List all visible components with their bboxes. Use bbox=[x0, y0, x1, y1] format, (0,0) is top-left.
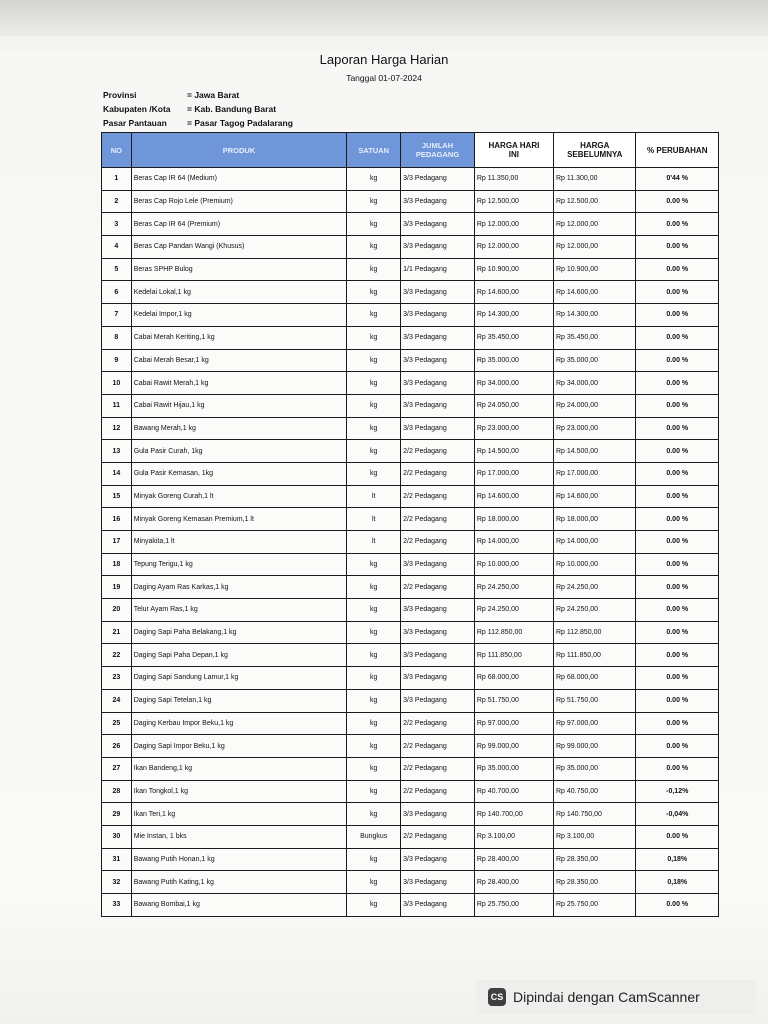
percent-change: 0.00 % bbox=[636, 304, 719, 327]
unit: kg bbox=[347, 780, 401, 803]
percent-change: -0,12% bbox=[636, 780, 719, 803]
row-number: 27 bbox=[102, 757, 132, 780]
product-name: Beras SPHP Bulog bbox=[131, 258, 347, 281]
price-today: Rp 3.100,00 bbox=[474, 825, 553, 848]
table-row bbox=[102, 417, 719, 440]
product-name: Cabai Merah Besar,1 kg bbox=[131, 349, 347, 372]
unit: kg bbox=[347, 304, 401, 327]
table-row bbox=[102, 258, 719, 281]
price-previous: Rp 11.300,00 bbox=[554, 168, 636, 191]
price-previous: Rp 17.000,00 bbox=[554, 462, 636, 485]
table-row bbox=[102, 780, 719, 803]
row-number: 16 bbox=[102, 508, 132, 531]
table-row bbox=[102, 304, 719, 327]
table-row bbox=[102, 689, 719, 712]
watermark-text: Dipindai dengan CamScanner bbox=[513, 989, 700, 1005]
product-name: Daging Sapi Impor Beku,1 kg bbox=[131, 735, 347, 758]
row-number: 24 bbox=[102, 689, 132, 712]
trader-count: 3/3 Pedagang bbox=[401, 372, 475, 395]
row-number: 18 bbox=[102, 553, 132, 576]
percent-change: 0.00 % bbox=[636, 531, 719, 554]
price-previous: Rp 140.750,00 bbox=[554, 803, 636, 826]
price-previous: Rp 99.000,00 bbox=[554, 735, 636, 758]
trader-count: 3/3 Pedagang bbox=[401, 394, 475, 417]
row-number: 12 bbox=[102, 417, 132, 440]
report-date: Tanggal 01-07-2024 bbox=[346, 73, 422, 83]
unit: kg bbox=[347, 599, 401, 622]
product-name: Cabai Rawit Merah,1 kg bbox=[131, 372, 347, 395]
row-number: 20 bbox=[102, 599, 132, 622]
price-today: Rp 34.000,00 bbox=[474, 372, 553, 395]
percent-change: 0.00 % bbox=[636, 689, 719, 712]
unit: lt bbox=[347, 531, 401, 554]
trader-count: 2/2 Pedagang bbox=[401, 485, 475, 508]
price-today: Rp 28.400,00 bbox=[474, 871, 553, 894]
price-today: Rp 51.750,00 bbox=[474, 689, 553, 712]
product-name: Beras Cap Rojo Lele (Premium) bbox=[131, 190, 347, 213]
price-today: Rp 11.350,00 bbox=[474, 168, 553, 191]
price-previous: Rp 10.900,00 bbox=[554, 258, 636, 281]
row-number: 29 bbox=[102, 803, 132, 826]
unit: kg bbox=[347, 553, 401, 576]
trader-count: 3/3 Pedagang bbox=[401, 553, 475, 576]
price-previous: Rp 34.000,00 bbox=[554, 372, 636, 395]
price-previous: Rp 40.750,00 bbox=[554, 780, 636, 803]
product-name: Bawang Putih Honan,1 kg bbox=[131, 848, 347, 871]
trader-count: 3/3 Pedagang bbox=[401, 871, 475, 894]
percent-change: 0.00 % bbox=[636, 258, 719, 281]
trader-count: 2/2 Pedagang bbox=[401, 780, 475, 803]
row-number: 9 bbox=[102, 349, 132, 372]
price-previous: Rp 3.100,00 bbox=[554, 825, 636, 848]
unit: Bungkus bbox=[347, 825, 401, 848]
table-row bbox=[102, 712, 719, 735]
unit: kg bbox=[347, 712, 401, 735]
row-number: 19 bbox=[102, 576, 132, 599]
price-previous: Rp 24.250,00 bbox=[554, 576, 636, 599]
product-name: Beras Cap Pandan Wangi (Khusus) bbox=[131, 236, 347, 259]
price-today: Rp 12.000,00 bbox=[474, 213, 553, 236]
unit: lt bbox=[347, 508, 401, 531]
price-today: Rp 111.850,00 bbox=[474, 644, 553, 667]
percent-change: 0.00 % bbox=[636, 712, 719, 735]
product-name: Beras Cap IR 64 (Medium) bbox=[131, 168, 347, 191]
price-today: Rp 35.450,00 bbox=[474, 326, 553, 349]
price-today: Rp 112.850,00 bbox=[474, 621, 553, 644]
unit: kg bbox=[347, 394, 401, 417]
price-previous: Rp 14.500,00 bbox=[554, 440, 636, 463]
meta-row-kabupaten bbox=[103, 102, 293, 116]
row-number: 22 bbox=[102, 644, 132, 667]
row-number: 4 bbox=[102, 236, 132, 259]
table-row bbox=[102, 349, 719, 372]
table-row bbox=[102, 190, 719, 213]
price-previous: Rp 51.750,00 bbox=[554, 689, 636, 712]
row-number: 15 bbox=[102, 485, 132, 508]
percent-change: 0.00 % bbox=[636, 440, 719, 463]
product-name: Bawang Bombai,1 kg bbox=[131, 894, 347, 917]
row-number: 31 bbox=[102, 848, 132, 871]
percent-change: -0,04% bbox=[636, 803, 719, 826]
product-name: Bawang Merah,1 kg bbox=[131, 417, 347, 440]
price-previous: Rp 14.600,00 bbox=[554, 281, 636, 304]
price-today: Rp 28.400,00 bbox=[474, 848, 553, 871]
col-jumlah-header bbox=[401, 133, 475, 168]
camscanner-watermark bbox=[476, 980, 756, 1014]
unit: kg bbox=[347, 372, 401, 395]
price-previous: Rp 12.500,00 bbox=[554, 190, 636, 213]
table-row bbox=[102, 281, 719, 304]
price-previous: Rp 68.000,00 bbox=[554, 667, 636, 690]
percent-change: 0.00 % bbox=[636, 462, 719, 485]
row-number: 32 bbox=[102, 871, 132, 894]
row-number: 33 bbox=[102, 894, 132, 917]
trader-count: 2/2 Pedagang bbox=[401, 508, 475, 531]
trader-count: 2/2 Pedagang bbox=[401, 440, 475, 463]
row-number: 17 bbox=[102, 531, 132, 554]
trader-count: 2/2 Pedagang bbox=[401, 757, 475, 780]
header-line: INI bbox=[508, 150, 520, 159]
price-previous: Rp 112.850,00 bbox=[554, 621, 636, 644]
price-today: Rp 23.000,00 bbox=[474, 417, 553, 440]
percent-change: 0.00 % bbox=[636, 553, 719, 576]
percent-change: 0.00 % bbox=[636, 417, 719, 440]
price-previous: Rp 35.000,00 bbox=[554, 757, 636, 780]
row-number: 1 bbox=[102, 168, 132, 191]
table-row bbox=[102, 236, 719, 259]
price-previous: Rp 14.600,00 bbox=[554, 485, 636, 508]
header-line: SEBELUMNYA bbox=[567, 150, 623, 159]
unit: kg bbox=[347, 190, 401, 213]
trader-count: 3/3 Pedagang bbox=[401, 667, 475, 690]
row-number: 11 bbox=[102, 394, 132, 417]
price-today: Rp 10.900,00 bbox=[474, 258, 553, 281]
percent-change: 0.00 % bbox=[636, 757, 719, 780]
price-today: Rp 35.000,00 bbox=[474, 757, 553, 780]
price-today: Rp 14.500,00 bbox=[474, 440, 553, 463]
price-today: Rp 68.000,00 bbox=[474, 667, 553, 690]
unit: kg bbox=[347, 462, 401, 485]
table-row bbox=[102, 531, 719, 554]
price-today: Rp 24.050,00 bbox=[474, 394, 553, 417]
row-number: 21 bbox=[102, 621, 132, 644]
trader-count: 2/2 Pedagang bbox=[401, 712, 475, 735]
percent-change: 0.00 % bbox=[636, 326, 719, 349]
table-row bbox=[102, 326, 719, 349]
price-today: Rp 97.000,00 bbox=[474, 712, 553, 735]
product-name: Daging Ayam Ras Karkas,1 kg bbox=[131, 576, 347, 599]
meta-row-provinsi bbox=[103, 88, 293, 102]
unit: kg bbox=[347, 417, 401, 440]
row-number: 5 bbox=[102, 258, 132, 281]
header-line: PEDAGANG bbox=[415, 150, 460, 159]
percent-change: 0.00 % bbox=[636, 281, 719, 304]
unit: kg bbox=[347, 871, 401, 894]
table-row bbox=[102, 667, 719, 690]
unit: kg bbox=[347, 644, 401, 667]
trader-count: 2/2 Pedagang bbox=[401, 825, 475, 848]
table-row bbox=[102, 599, 719, 622]
col-harga-hari-header bbox=[474, 133, 553, 168]
price-today: Rp 140.700,00 bbox=[474, 803, 553, 826]
product-name: Minyak Goreng Curah,1 lt bbox=[131, 485, 347, 508]
row-number: 30 bbox=[102, 825, 132, 848]
table-row bbox=[102, 757, 719, 780]
price-previous: Rp 10.000,00 bbox=[554, 553, 636, 576]
product-name: Tepung Terigu,1 kg bbox=[131, 553, 347, 576]
price-previous: Rp 25.750,00 bbox=[554, 894, 636, 917]
unit: kg bbox=[347, 621, 401, 644]
unit: kg bbox=[347, 735, 401, 758]
price-today: Rp 99.000,00 bbox=[474, 735, 553, 758]
price-previous: Rp 18.000,00 bbox=[554, 508, 636, 531]
col-satuan-header: SATUAN bbox=[347, 133, 401, 168]
meta-value: = Jawa Barat bbox=[187, 90, 240, 100]
trader-count: 1/1 Pedagang bbox=[401, 258, 475, 281]
trader-count: 3/3 Pedagang bbox=[401, 236, 475, 259]
product-name: Daging Kerbau Impor Beku,1 kg bbox=[131, 712, 347, 735]
product-name: Bawang Putih Kating,1 kg bbox=[131, 871, 347, 894]
table-row bbox=[102, 735, 719, 758]
col-harga-sebelum-header bbox=[554, 133, 636, 168]
product-name: Daging Sapi Tetelan,1 kg bbox=[131, 689, 347, 712]
percent-change: 0.00 % bbox=[636, 213, 719, 236]
product-name: Cabai Merah Keriting,1 kg bbox=[131, 326, 347, 349]
price-today: Rp 14.600,00 bbox=[474, 485, 553, 508]
price-previous: Rp 35.450,00 bbox=[554, 326, 636, 349]
percent-change: 0.00 % bbox=[636, 349, 719, 372]
price-today: Rp 24.250,00 bbox=[474, 599, 553, 622]
meta-value: = Pasar Tagog Padalarang bbox=[187, 118, 293, 128]
table-row bbox=[102, 213, 719, 236]
product-name: Daging Sapi Paha Belakang,1 kg bbox=[131, 621, 347, 644]
product-name: Ikan Tongkol,1 kg bbox=[131, 780, 347, 803]
row-number: 7 bbox=[102, 304, 132, 327]
table-row bbox=[102, 440, 719, 463]
unit: kg bbox=[347, 667, 401, 690]
product-name: Kedelai Impor,1 kg bbox=[131, 304, 347, 327]
product-name: Daging Sapi Paha Depan,1 kg bbox=[131, 644, 347, 667]
percent-change: 0,18% bbox=[636, 848, 719, 871]
meta-label: Provinsi bbox=[103, 90, 137, 100]
price-previous: Rp 28.350,00 bbox=[554, 848, 636, 871]
unit: kg bbox=[347, 757, 401, 780]
percent-change: 0.00 % bbox=[636, 621, 719, 644]
table-body bbox=[102, 168, 719, 917]
product-name: Telur Ayam Ras,1 kg bbox=[131, 599, 347, 622]
trader-count: 3/3 Pedagang bbox=[401, 168, 475, 191]
price-today: Rp 18.000,00 bbox=[474, 508, 553, 531]
unit: kg bbox=[347, 576, 401, 599]
price-today: Rp 40.700,00 bbox=[474, 780, 553, 803]
row-number: 28 bbox=[102, 780, 132, 803]
product-name: Cabai Rawit Hijau,1 kg bbox=[131, 394, 347, 417]
product-name: Ikan Teri,1 kg bbox=[131, 803, 347, 826]
unit: kg bbox=[347, 894, 401, 917]
price-table bbox=[101, 132, 719, 917]
table-row bbox=[102, 394, 719, 417]
header-line: JUMLAH bbox=[421, 141, 454, 150]
trader-count: 3/3 Pedagang bbox=[401, 644, 475, 667]
col-produk-header: PRODUK bbox=[131, 133, 347, 168]
trader-count: 3/3 Pedagang bbox=[401, 213, 475, 236]
meta-value: = Kab. Bandung Barat bbox=[187, 104, 277, 114]
meta-label: Pasar Pantauan bbox=[103, 118, 167, 128]
price-today: Rp 14.300,00 bbox=[474, 304, 553, 327]
table-row bbox=[102, 553, 719, 576]
trader-count: 2/2 Pedagang bbox=[401, 531, 475, 554]
table-row bbox=[102, 621, 719, 644]
row-number: 6 bbox=[102, 281, 132, 304]
price-previous: Rp 97.000,00 bbox=[554, 712, 636, 735]
table-row bbox=[102, 803, 719, 826]
trader-count: 3/3 Pedagang bbox=[401, 599, 475, 622]
trader-count: 2/2 Pedagang bbox=[401, 576, 475, 599]
price-today: Rp 24.250,00 bbox=[474, 576, 553, 599]
table-row bbox=[102, 508, 719, 531]
report-title: Laporan Harga Harian bbox=[319, 52, 449, 67]
price-previous: Rp 28.350,00 bbox=[554, 871, 636, 894]
unit: kg bbox=[347, 848, 401, 871]
percent-change: 0.00 % bbox=[636, 894, 719, 917]
unit: kg bbox=[347, 440, 401, 463]
unit: kg bbox=[347, 236, 401, 259]
product-name: Kedelai Lokal,1 kg bbox=[131, 281, 347, 304]
row-number: 14 bbox=[102, 462, 132, 485]
percent-change: 0.00 % bbox=[636, 735, 719, 758]
trader-count: 3/3 Pedagang bbox=[401, 190, 475, 213]
meta-row-pasar bbox=[103, 116, 293, 130]
trader-count: 3/3 Pedagang bbox=[401, 326, 475, 349]
percent-change: 0.00 % bbox=[636, 576, 719, 599]
table-row bbox=[102, 871, 719, 894]
percent-change: 0.00 % bbox=[636, 825, 719, 848]
price-today: Rp 14.600,00 bbox=[474, 281, 553, 304]
percent-change: 0.00 % bbox=[636, 667, 719, 690]
price-today: Rp 12.500,00 bbox=[474, 190, 553, 213]
product-name: Ikan Bandeng,1 kg bbox=[131, 757, 347, 780]
price-previous: Rp 14.000,00 bbox=[554, 531, 636, 554]
trader-count: 3/3 Pedagang bbox=[401, 689, 475, 712]
table-row bbox=[102, 168, 719, 191]
trader-count: 3/3 Pedagang bbox=[401, 281, 475, 304]
product-name: Gula Pasir Kemasan, 1kg bbox=[131, 462, 347, 485]
price-previous: Rp 23.000,00 bbox=[554, 417, 636, 440]
price-previous: Rp 111.850,00 bbox=[554, 644, 636, 667]
row-number: 2 bbox=[102, 190, 132, 213]
unit: kg bbox=[347, 803, 401, 826]
trader-count: 2/2 Pedagang bbox=[401, 735, 475, 758]
product-name: Minyakita,1 lt bbox=[131, 531, 347, 554]
row-number: 25 bbox=[102, 712, 132, 735]
percent-change: 0.00 % bbox=[636, 485, 719, 508]
trader-count: 3/3 Pedagang bbox=[401, 621, 475, 644]
row-number: 23 bbox=[102, 667, 132, 690]
price-previous: Rp 12.000,00 bbox=[554, 236, 636, 259]
percent-change: 0'44 % bbox=[636, 168, 719, 191]
percent-change: 0.00 % bbox=[636, 190, 719, 213]
row-number: 10 bbox=[102, 372, 132, 395]
scan-shadow bbox=[0, 0, 768, 36]
price-today: Rp 10.000,00 bbox=[474, 553, 553, 576]
trader-count: 3/3 Pedagang bbox=[401, 349, 475, 372]
unit: kg bbox=[347, 168, 401, 191]
product-name: Minyak Goreng Kemasan Premium,1 lt bbox=[131, 508, 347, 531]
product-name: Beras Cap IR 64 (Premium) bbox=[131, 213, 347, 236]
trader-count: 3/3 Pedagang bbox=[401, 417, 475, 440]
trader-count: 3/3 Pedagang bbox=[401, 894, 475, 917]
percent-change: 0.00 % bbox=[636, 236, 719, 259]
price-previous: Rp 14.300,00 bbox=[554, 304, 636, 327]
trader-count: 3/3 Pedagang bbox=[401, 848, 475, 871]
col-perubahan-header: % PERUBAHAN bbox=[636, 133, 719, 168]
header-line: HARGA HARI bbox=[488, 141, 540, 150]
report-meta bbox=[103, 88, 293, 130]
percent-change: 0,18% bbox=[636, 871, 719, 894]
meta-label: Kabupaten /Kota bbox=[103, 104, 171, 114]
table-header-row bbox=[102, 133, 719, 168]
camscanner-logo-icon: CS bbox=[488, 988, 506, 1006]
table-row bbox=[102, 825, 719, 848]
price-today: Rp 35.000,00 bbox=[474, 349, 553, 372]
table-row bbox=[102, 848, 719, 871]
trader-count: 3/3 Pedagang bbox=[401, 803, 475, 826]
table-row bbox=[102, 462, 719, 485]
product-name: Daging Sapi Sandung Lamur,1 kg bbox=[131, 667, 347, 690]
unit: lt bbox=[347, 485, 401, 508]
trader-count: 3/3 Pedagang bbox=[401, 304, 475, 327]
table-row bbox=[102, 372, 719, 395]
unit: kg bbox=[347, 689, 401, 712]
product-name: Gula Pasir Curah, 1kg bbox=[131, 440, 347, 463]
price-previous: Rp 24.000,00 bbox=[554, 394, 636, 417]
percent-change: 0.00 % bbox=[636, 644, 719, 667]
percent-change: 0.00 % bbox=[636, 372, 719, 395]
price-today: Rp 12.000,00 bbox=[474, 236, 553, 259]
trader-count: 2/2 Pedagang bbox=[401, 462, 475, 485]
unit: kg bbox=[347, 281, 401, 304]
product-name: Mie Instan, 1 bks bbox=[131, 825, 347, 848]
row-number: 8 bbox=[102, 326, 132, 349]
col-no-header: NO bbox=[102, 133, 132, 168]
price-previous: Rp 35.000,00 bbox=[554, 349, 636, 372]
percent-change: 0.00 % bbox=[636, 599, 719, 622]
unit: kg bbox=[347, 326, 401, 349]
price-today: Rp 25.750,00 bbox=[474, 894, 553, 917]
row-number: 13 bbox=[102, 440, 132, 463]
price-previous: Rp 24.250,00 bbox=[554, 599, 636, 622]
table-row bbox=[102, 576, 719, 599]
unit: kg bbox=[347, 349, 401, 372]
table-row bbox=[102, 644, 719, 667]
percent-change: 0.00 % bbox=[636, 508, 719, 531]
row-number: 3 bbox=[102, 213, 132, 236]
header-line: HARGA bbox=[580, 141, 610, 150]
percent-change: 0.00 % bbox=[636, 394, 719, 417]
row-number: 26 bbox=[102, 735, 132, 758]
table-row bbox=[102, 485, 719, 508]
price-today: Rp 14.000,00 bbox=[474, 531, 553, 554]
unit: kg bbox=[347, 258, 401, 281]
table-row bbox=[102, 894, 719, 917]
price-today: Rp 17.000,00 bbox=[474, 462, 553, 485]
price-previous: Rp 12.000,00 bbox=[554, 213, 636, 236]
unit: kg bbox=[347, 213, 401, 236]
